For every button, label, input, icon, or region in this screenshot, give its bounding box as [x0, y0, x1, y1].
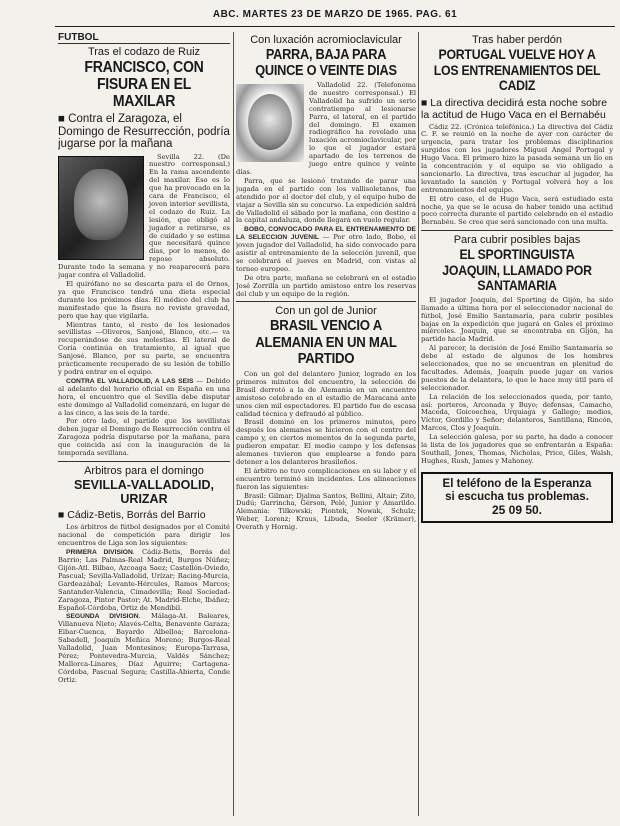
article-body: [421, 124, 613, 228]
paragraph: Cádiz 22. (Crónica telefónica.) La directiva del Cádiz C. F. se reunió en la noche de ayer con carácter de urgencia, para tratar los problemas disciplinarios surgidos con los jugadores Miguel Angel Portugal y Hugo Vaca. El primero hizo la pasada semana un lío en la concentración y el equipo se vio obligado a sancionarlo. La directiva, tras escuchar al jugador, ha levantado la sanción y Portugal volverá hoy a los entrenamientos del equipo.: [421, 122, 613, 194]
subhead: PRIMERA DIVISION: [66, 549, 133, 557]
ad-line: si escucha tus problemas.: [445, 490, 589, 503]
paragraph: La selección galesa, por su parte, ha dado a conocer la lista de los jugadores que se enfrentarán a España: Southall, Jones, Thomas, Nicholas, Price, Giles, Walsh, Hughes, Rush, James y Mahoney.: [421, 433, 613, 465]
paragraph-text: Debido al adelanto del horario oficial en España en una hora, el encuentro que el Sevilla debe disputar este domingo al Valladolid comenzará, en lugar de a las cinco, a las seis de la tarde.: [58, 376, 230, 417]
header-rule: [55, 26, 615, 27]
article-headline: BRASIL VENCIO A ALEMANIA EN UN MAL PARTIDO: [255, 317, 397, 368]
article-kicker: Arbitros para el domingo: [84, 464, 204, 477]
article-deck: ■ La directiva decidirá esta noche sobre la actitud de Hugo Vaca en el Bernabéu: [421, 96, 608, 121]
subhead: BOBO, CONVOCADO PARA EL ENTRENAMIENTO DE LA SELECCION JUVENIL: [236, 226, 416, 242]
column-divider-2: [418, 32, 419, 816]
article-body: [58, 154, 230, 458]
paragraph-text: Málaga-At. Baleares, Villanueva Nieto; Alavés-Celta, Benavente Garaza; Eibar-Cuenca, Bayardo Albelloa; Barcelona-Sabadell, Joaquín Meñica Moreno; Burgos-Real Valladolid, Juan Montesinos; Europa-Tarrasa, Pérez; Pontevedra-Murcia, Valdés Sánchez; Mallorca-Linares, Díaz Aguirre; Cartagena-Córdoba, Pascual Segura; Castilla-Abierta, Conde Ortiz.: [58, 612, 230, 684]
paragraph: De otra parte, mañana se celebrará en el estadio José Zorrilla un partido amistoso entre los reservas del club y un equipo de la región.: [236, 273, 416, 298]
article-body: [421, 297, 613, 466]
article-headline: FRANCISCO, CON FISURA EN EL MAXILAR: [84, 59, 204, 110]
paragraph: El jugador Joaquín, del Sporting de Gijón, ha sido llamado a última hora por el seleccionador nacional de fútbol, José Emilio Santamaría, para cubrir posibles bajas en la expedición que jugará en Gales el próximo miércoles. Joaquín, que se encontraba en Gijón, ha partido hacia Madrid.: [421, 295, 613, 344]
article-body: [58, 524, 230, 684]
article-kicker: Con un gol de Junior: [275, 305, 377, 318]
subhead: SEGUNDA DIVISION: [66, 613, 139, 621]
paragraph: Mientras tanto, el resto de los lesionados sevillistas —Oliveros, Sanjosé, Blanco, etc.— va recuperándose de sus molestias. El lateral de Coria continúa en tratamiento, al igual que Sanjosé. Blanco, por su parte, se encuentra prácticamente recuperado de su lesión de tobillo y podrá entrar en el equipo.: [58, 320, 230, 376]
ad-line: El teléfono de la Esperanza: [442, 477, 592, 490]
paragraph: El árbitro no tuvo complicaciones en su labor y el encuentro terminó sin incidentes. Los alineaciones fueron las siguientes:: [236, 466, 416, 491]
paragraph: Sevilla 22. (De nuestro corresponsal.) En la rama ascendente del maxilar. Eso es lo que ha provocado en la cara de Francisco, el joven interior sevillista, el codazo de Ruiz. La lesión, que obligó al jugador a retirarse, es de cuidado y se estima que necesitará quince días, por lo menos, de reposo absoluto. Durante todo la semana y no reaparecerá para jugar contra el Valladolid.: [58, 152, 230, 280]
article-kicker: Con luxación acromioclavicular: [250, 34, 402, 46]
paragraph: El otro caso, el de Hugo Vaca, será estudiado esta noche, ya que se le acusa de haber tenido una actitud poco correcta durante el partido celebrado en el estadio Bernabéu. Se cree que será sancionado con una multa.: [421, 194, 613, 227]
paragraph: BOBO, CONVOCADO PARA EL ENTRENAMIENTO DE LA SELECCION JUVENIL — Por otro lado, Bobo, el joven jugador del Valladolid, ha sido convocado para asistir al entrenamiento de la selección juvenil, que se celebrará el jueves en Madrid, con vistas al torneo europeo.: [236, 226, 416, 273]
page-header: ABC. MARTES 23 DE MARZO DE 1965. PAG. 61: [212, 9, 458, 20]
player-photo: [236, 84, 304, 162]
player-photo: [58, 156, 144, 260]
paragraph: CONTRA EL VALLADOLID, A LAS SEIS — Debido al adelanto del horario oficial en España en una hora, el encuentro que el Sevilla debe disputar este domingo al Valladolid comenzará, en lugar de a las cinco, a las seis de la tarde.: [58, 376, 230, 417]
player-portrait-icon: [248, 94, 292, 150]
section-label: FUTBOL: [58, 32, 230, 44]
paragraph: Brasil: Gilmar; Djalma Santos, Bellini, Altair; Zito, Dudú; Garrincha, Gérson, Pelé, Junior y Amarildo. Alemania: Tilkowski; Piontek, Nowak, Schulz; Weber, Lorenz; Kraus, Libuda, Seeler (Krämer), Overath y Hornig.: [236, 491, 416, 532]
paragraph: Los árbitros de fútbol designados por el Comité nacional de competición para dirigir los encuentros de Liga son los siguientes:: [58, 523, 230, 548]
article-headline: EL SPORTINGUISTA JOAQUIN, LLAMADO POR SANTAMARIA: [442, 246, 592, 294]
article-kicker: Para cubrir posibles bajas: [453, 234, 581, 247]
ad-phone-number: 25 09 50.: [491, 502, 543, 517]
article-separator: [421, 230, 613, 231]
deck-text: Cádiz-Betis, Borrás del Barrio: [67, 508, 206, 521]
paragraph: Con un gol del delantero Junior, logrado en los primeros minutos del encuentro, la selección de Brasil derrotó a la de Alemania en un encuentro amistoso celebrado en el estadio de Maracaná ante unos cien mil espectadores. El partido fue de escasa calidad técnica y defraudó al público.: [236, 369, 416, 418]
article-body: [236, 371, 416, 532]
paragraph: PRIMERA DIVISION. Cádiz-Betis, Borrás del Barrio; Las Palmas-Real Madrid, Burgos Núñez; Gijón-Atl. Bilbao, Azcoaga Saez; Castellón-Oviedo, Pascual; Sevilla-Valladolid, Urízar; Racing-Murcia, Gardeazábal; Levante-Hércules, Ramos Marcos; Santander-Valencia, Cimadevilla; Real Sociedad-Zaragoza, Pintor Pastor; At. Madrid-Elche, Ibáñez; Español-Córdoba, Ortiz de Mendíbil.: [58, 548, 230, 612]
deck-text: Contra el Zaragoza, el Domingo de Resurrección, podría jugarse por la mañana: [58, 113, 230, 150]
paragraph: Valladolid 22. (Telefonema de nuestro corresponsal.) El Valladolid ha sufrido un serio contratiempo al lesionarse Parra, el lateral, en el partido del domingo. El examen radiográfico ha revelado una luxación acromioclavicular, por lo que el jugador estará apartado de los terrenos de juego entre quince y veinte días.: [236, 81, 416, 176]
paragraph-text: Por otro lado, Bobo, el joven jugador del Valladolid, ha sido convocado para asistir al entrenamiento de la selección juvenil, que se celebrará el jueves en Madrid, con vistas al torneo europeo.: [236, 233, 416, 273]
column-right: [421, 32, 613, 816]
column-divider-1: [233, 32, 234, 816]
paragraph: El quirófano no se descarta para el de Ornos, ya que Francisco tendrá una dieta especial durante los próximos días. El médico del club ha manifestado que la fisura no reviste gravedad, pero que hay que vigilarla.: [58, 280, 230, 320]
paragraph-text: Cádiz-Betis, Borrás del Barrio; Las Palmas-Real Madrid, Burgos Núñez; Gijón-Atl. Bilbao, Azcoaga Saez; Castellón-Oviedo, Pascual; Sevilla-Valladolid, Urízar; Racing-Murcia, Gardeazábal; Levante-Hércules, Ramos Marcos; Santander-Valencia, Cimadevilla; Real Sociedad-Zaragoza, Pintor Pastor; At. Madrid-Elche, Ibáñez; Español-Córdoba, Ortiz de Mendíbil.: [58, 548, 230, 612]
helpline-ad-box: [421, 472, 613, 523]
article-kicker: Tras el codazo de Ruiz: [87, 46, 201, 58]
article-deck: ■ Contra el Zaragoza, el Domingo de Resurrección, podría jugarse por la mañana: [58, 113, 230, 150]
article-deck: ■ Cádiz-Betis, Borrás del Barrio: [58, 508, 206, 521]
deck-text: La directiva decidirá esta noche sobre la actitud de Hugo Vaca en el Bernabéu: [421, 96, 608, 121]
article-body: [236, 82, 416, 298]
article-kicker: Tras haber perdón: [471, 34, 563, 46]
player-portrait-icon: [74, 169, 128, 240]
article-separator: [236, 301, 416, 302]
paragraph: Al parecer, la decisión de José Emilio Santamaría se debe al estado de algunos de los hombres seleccionados, que no se encuentran en plenitud de facultades. Además, Joaquín puede jugar en varios puestos de la delantera, lo que le hace muy útil para el seleccionador.: [421, 344, 613, 392]
paragraph: La relación de los seleccionados queda, por tanto, así: porteros, Arconada y Buyo; defensas, Camacho, Maceda, Goicoechea, Urquiaga y Gallego; medios, Víctor, Gordillo y Señor; delanteros, Santillana, Rincón, Marcos, Clos y Joaquín.: [421, 392, 613, 433]
column-left: [58, 32, 230, 816]
column-middle: [236, 32, 416, 816]
article-headline: SEVILLA-VALLADOLID, URIZAR: [73, 477, 215, 506]
article-headline: PORTUGAL VUELVE HOY A LOS ENTRENAMIENTOS DEL CADIZ: [433, 46, 601, 93]
article-separator: [58, 461, 230, 462]
paragraph: SEGUNDA DIVISION. Málaga-At. Baleares, Villanueva Nieto; Alavés-Celta, Benavente Garaza; Eibar-Cuenca, Bayardo Albelloa; Barcelona-Sabadell, Joaquín Meñica Moreno; Burgos-Real Valladolid, Juan Montesinos; Europa-Tarrasa, Pérez; Pontevedra-Murcia, Valdés Sánchez; Mallorca-Linares, Díaz Aguirre; Cartagena-Córdoba, Pascual Segura; Castilla-Abierta, Conde Ortiz.: [58, 612, 230, 684]
paragraph: Por otro lado, el partido que los sevillistas deben jugar el Domingo de Resurrección contra el Zaragoza podría disputarse por la mañana, para que coincida así con la inauguración de la temporada sevillana.: [58, 417, 230, 458]
paragraph: Parra, que se lesionó tratando de parar una jugada en el partido con los vallisoletanos, fue atendido por el doctor del club, y el equipo hubo de viajar a Sevilla sin su concurso. La expedición saldrá de Valladolid el sábado por la mañana, con destino a la capital andaluza, donde llegará en vuelo regular.: [236, 176, 416, 225]
paragraph: Brasil dominó en los primeros minutos, pero después los alemanes se hicieron con el centro del campo y, en ciertos momentos de la segunda parte, pudieron empatar. El medio campo y los defensas alemanes tuvieron que emplearse a fondo para detener a los delanteros brasileños.: [236, 418, 416, 466]
subhead: CONTRA EL VALLADOLID, A LAS SEIS: [66, 377, 194, 385]
article-headline: PARRA, BAJA PARA QUINCE O VEINTE DIAS: [255, 47, 397, 79]
